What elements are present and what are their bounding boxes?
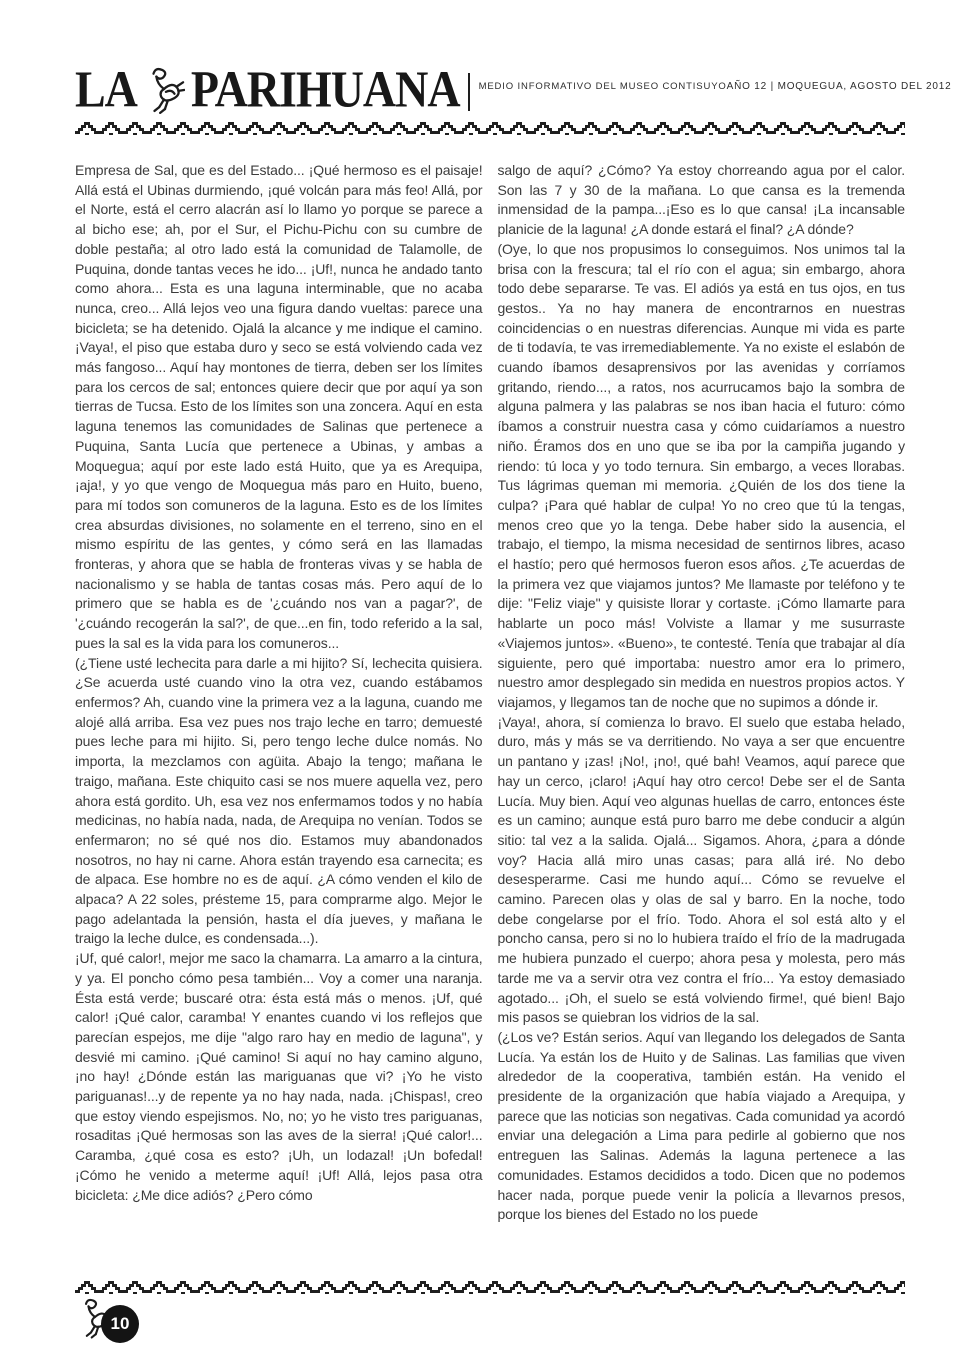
paragraph: (¿Los ve? Están serios. Aquí van llegando los delegados de Santa Lucía. Ya están los de Huito y de Salinas. Las familias que viven alrededor de la cooperativa, también están. Ha venido el presidente de la organización que había viajado a Arequipa, y parece que las noticias son negativas. Cada comunidad ya acordó enviar una delegación a Lima para pedirle al gobierno que nos entreguen las Salinas. Además la laguna pertenece a las comunidades. Estamos decididos a todo. Dicen que no podemos hacer nada, porque puede venir la policía a llevarnos presos, porque los bienes del Estado no los puede xyxy=(497,1028,905,1223)
andean-border-top xyxy=(75,121,905,136)
andean-border-bottom xyxy=(75,1280,905,1295)
paragraph: (¿Tiene usté lechecita para darle a mi hijito? Sí, lechecita quisiera. ¿Se acuerda usté cuando vino la otra vez, cuando estábamos enfermos? Ah, cuando vine la primera vez a la laguna, cuando me alojé allá arriba. Esa vez pues nos trajo leche en tarro; demuesté pues leche para mi hijito. Si, pero tengo leche dulce nomás. No importa, la mezclamos con agüita. Abajo la tengo; mañana le traigo, mañana. Este chiquito casi se nos muere aquella vez, pero ahora está gordito. Uh, esa vez nos enfermamos todos y no había medicinas, no había nada, nada, de Arequipa no venían. Todos se enfermaron; no sé qué nos dio. Estamos muy abandonados nosotros, no hay ni carne. Ahora están trayendo esa carnecita; es de alpaca. Ese hombre no es de aquí. ¿A cómo venden el kilo de alpaca? A 22 soles, présteme 15, para comprarme algo. Mejor le pago adelantada la pensión, hasta el día jueves, y mañana le traigo la leche dulce, es condensada...). xyxy=(75,654,483,947)
masthead xyxy=(75,56,952,118)
paragraph: (Oye, lo que nos propusimos lo conseguimos. Nos unimos tal la brisa con la frescura; tal el río con el agua; sin embargo, ahora todo debe separarse. Te vas. El adiós ya está en tus ojos, en tus gestos.. Ya no hay manera de encontrarnos en nuestras coincidencias o en nuestras diferencias. Aunque mi vida es parte de ti todavía, te vas irremediablemente. Ya no existe el eslabón de cuando íbamos desaprensivos por las avenidas y corríamos gritando, riendo..., a ratos, nos acurrucamos bajo la sombra de alguna palmera y las palabras se nos iban hacia el futuro: cómo íbamos a construir nuestra casa y cómo cuidaríamos a nuestro niño. Éramos dos en uno que se iba por la campiña jugando y riendo: tú loca y yo todo ternura. Sin embargo, a veces llorabas. Tus lágrimas queman mi memoria. ¿Quién de los dos tiene la culpa? ¡Para qué hablar de culpa! Yo no creo que tú la tengas, menos creo que yo la tenga. Debe haber sido la ausencia, el trabajo, el tiempo, la misma necesidad de sentirnos libres, acaso el hastío; pero qué hermosos fueron esos años. ¿Te acuerdas de la primera vez que viajamos juntos? Me llamaste por teléfono y te dije: "Feliz viaje" y quisiste llorar y cortaste. ¡Cómo llamarte para hablarte un poco más! Volviste a llamar y me susurraste «Viajemos juntos». «Bueno», te contesté. Tenía que trabajar al día siguiente, pero qué importaba: nuestro amor era lo primero, nuestro amor desplegado sin medida en nuestros propios actos. Y viajamos, y llegamos tan de noche que no supimos a dónde ir. xyxy=(497,240,905,710)
article-body xyxy=(75,161,905,1273)
parihuana-petroglyph-icon xyxy=(143,64,185,114)
page-number-badge xyxy=(101,1305,139,1343)
issue-info: AÑO 12 | MOQUEGUA, AGOSTO DEL 2012 xyxy=(726,81,952,92)
masthead-title: PARIHUANA xyxy=(190,59,460,118)
masthead-la: LA xyxy=(75,59,137,118)
page-footer xyxy=(75,1297,905,1357)
column-left xyxy=(75,161,483,1273)
paragraph: ¡Uf, qué calor!, mejor me saco la chamarra. La amarro a la cintura, y ya. El poncho cómo pesa también... Voy a comer una naranja. Ésta está verde; buscaré otra: ésta está más o menos. ¡Uf, qué calor! ¡Qué calor, caramba! Y enantes cuando vi los reflejos que parecían espejos, me dije "algo raro hay en medio de laguna", y desvié mi camino. ¡Qué camino! Si aquí no hay camino alguno, ¡no hay! ¿Dónde están las mariguanas que vi? ¡Yo he visto pariguanas!...y de repente ya no hay nada, nada. ¡Chispas!, creo que estoy viendo espejismos. No, no; yo he visto tres pariguanas, rosaditas ¡Qué hermosas son las aves de la sierra! ¡Qué calor!... Caramba, ¿qué cosa es esto? ¡Uh, un lodazal! ¡Un bofedal! ¡Cómo he venido a meterme aquí! ¡Uf! Allá, lejos pasa otra bicicleta: ¿Me dice adiós? ¿Pero cómo xyxy=(75,950,483,1203)
paragraph: ¡Vaya!, ahora, sí comienza lo bravo. El suelo que estaba helado, duro, más y más se va derritiendo. No vaya a ser que encuentre un pantano y ¡zas! ¡No!, ¡no!, qué bah! Veamos, aquí parece que hay un cerco, ¡claro! ¡Aquí hay otro cerco! Debe ser el de Santa Lucía. Muy bien. Aquí veo algunas huellas de carro, entonces éste es un camino; aunque está puro barro me debe conducir a algún sitio: tal vez a la salida. Ojalá... Sigamos. Ahora, ¿para a dónde voy? Hacia allá miro unas casas; para allá iré. No debo desesperarme. Casi me hundo aquí... Cómo se revuelve el camino. Parecen olas y olas de sal y barro. En la noche, todo debe congelarse por el frío. Todo. Ahora el sol está alto y el poncho cansa, pero si no lo hubiera traído el frío de la madrugada me hubiera punzado el cuerpo; ahora pesa y molesta, pero más tarde me va a servir otra vez contra el frío... Ya estoy demasiado agotado... ¡Oh, el suelo se está volviendo firme!, qué bien! Bajo mis pasos se quiebran los vidrios de la sal. xyxy=(497,713,905,1026)
masthead-subtitle: MEDIO INFORMATIVO DEL MUSEO CONTISUYO xyxy=(478,81,727,92)
paragraph: Empresa de Sal, que es del Estado... ¡Qué hermoso es el paisaje! Allá está el Ubinas durmiendo, ¡qué volcán para más feo! Allá, por el Norte, está el cerro alacrán así lo llamo yo porque se parece a al bicho ese; ah, por el Sur, el Pichu-Pichu con su cumbre de doble pestaña; al otro lado está la comunidad de Talamolle, de Puquina, donde tantas veces he ido... ¡Uf!, nunca he andado tanto como ahora... Esta es una laguna interminable, que no acaba nunca, creo... Allá lejos veo una figura dando vueltas: parece una bicicleta; se ha detenido. Ojalá la alcance y me indique el camino. ¡Vaya!, el piso que estaba duro y seco se está volviendo cada vez más fangoso... Aquí hay montones de tierra, deben ser los límites para los cercos de sal; entonces quiere decir que por aquí ya son tierras de Tucsa. Esto de los límites son una zoncera. Aquí en esta laguna tenemos las comunidades de Salinas que pertenece a Puquina, Santa Lucía que pertenece a Ubinas, y ambas a Moquegua; aquí por este lado está Huito, que ya es Arequipa, ¡aja!, y yo que vengo de Moquegua más paro en Huito, bueno, para mí todos son comuneros de la laguna. Esto es de los límites crea absurdas divisiones, no solamente en el terreno, sino en el mismo espíritu de las gentes, y cómo será en las llamadas fronteras, y ahora que se habla de fronteras vivas y se habla de nacionalismo y se habla de tantas cosas más. Pero aquí de lo primero que se habla es de '¿cuándo nos van a pagar?', de '¿cuándo recogerán la sal?', de que...en fin, todo referido a la sal, pues la sal es la vida para los comuneros... xyxy=(75,162,483,651)
masthead-divider xyxy=(468,73,470,111)
column-right xyxy=(498,161,906,1273)
masthead-brand xyxy=(75,59,727,118)
paragraph: salgo de aquí? ¿Cómo? Ya estoy chorreando agua por el calor. Son las 7 y 30 de la mañana. Lo que cansa es la tremenda inmensidad de la pampa...¡Eso es lo que cansa! ¡La incansable planicie de la laguna! ¿A donde estará el final? ¿A dónde? xyxy=(497,162,905,238)
page-number: 10 xyxy=(110,1314,130,1333)
